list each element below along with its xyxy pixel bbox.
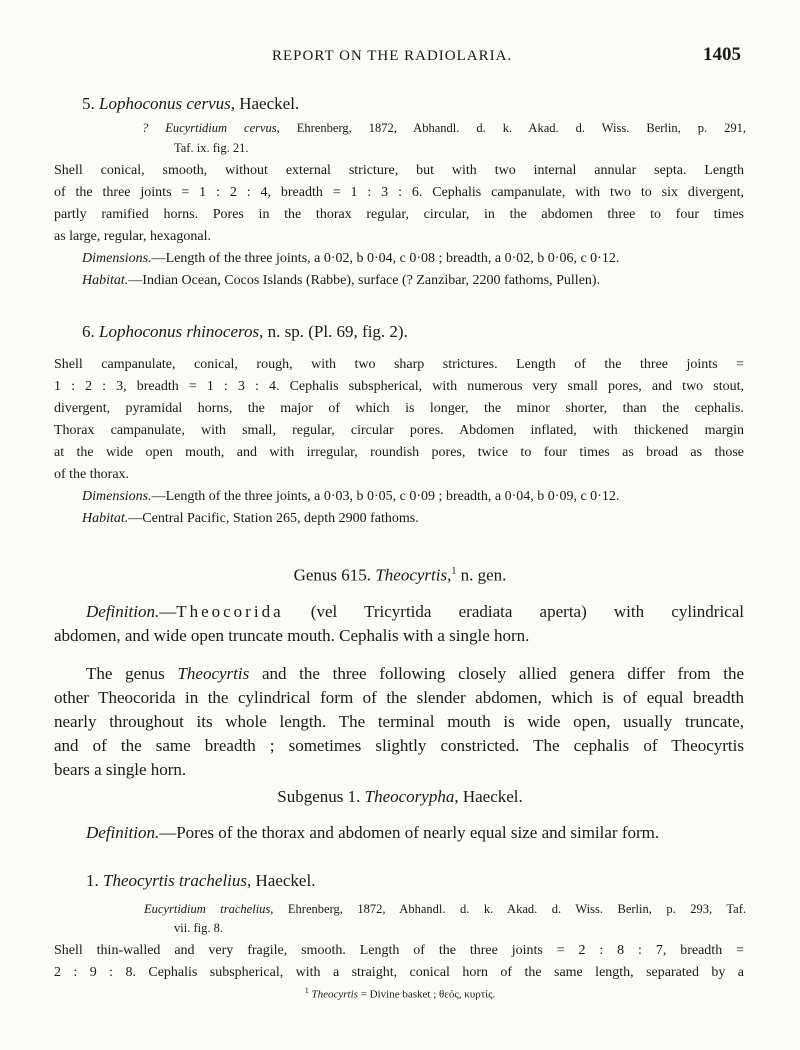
species-1-heading: 1. Theocyrtis trachelius, Haeckel. (86, 871, 316, 890)
species-6-desc-line: of the thorax. (54, 467, 130, 482)
species-6-desc-line: Shell campanulate, conical, rough, with two sharp strictures. Length of the three joints = (54, 357, 744, 372)
species-6-desc-line: divergent, pyramidal horns, the major of which is longer, the minor shorter, than the cephalis. (54, 401, 744, 416)
subgenus-heading: Subgenus 1. Theocorypha, Haeckel. (277, 787, 523, 806)
species-5-desc-line: partly ramified horns. Pores in the thorax regular, circular, in the abdomen three to four times (54, 207, 744, 222)
species-1-reference: Eucyrtidium trachelius, Ehrenberg, 1872, Abhandl. d. k. Akad. d. Wiss. Berlin, p. 293, Taf. (144, 902, 746, 916)
species-5-desc-line: of the three joints = 1 : 2 : 4, breadth = 1 : 3 : 6. Cephalis campanulate, with two to six divergent, (54, 185, 744, 200)
species-5-dimensions: Dimensions.—Length of the three joints, a 0·02, b 0·04, c 0·08 ; breadth, a 0·02, b 0·06, c 0·12. (82, 251, 620, 266)
genus-paragraph-line: bears a single horn. (54, 760, 187, 779)
genus-paragraph-line: and of the same breadth ; sometimes slightly constricted. The cephalis of Theocyrtis (54, 736, 744, 755)
genus-definition-line: Definition.—Theocorida (vel Tricyrtida eradiata aperta) with cylindrical (86, 602, 744, 621)
species-5-habitat: Habitat.—Indian Ocean, Cocos Islands (Rabbe), surface (? Zanzibar, 2200 fathoms, Pullen). (82, 273, 601, 288)
species-1-desc-line: Shell thin-walled and very fragile, smooth. Length of the three joints = 2 : 8 : 7, breadth = (54, 943, 744, 958)
genus-definition-line: abdomen, and wide open truncate mouth. Cephalis with a single horn. (54, 626, 530, 645)
genus-paragraph-line: other Theocorida in the cylindrical form of the slender abdomen, which is of equal breadth (54, 688, 744, 707)
species-6-heading: 6. Lophoconus rhinoceros, n. sp. (Pl. 69, fig. 2). (82, 322, 408, 341)
species-5-reference-cont: Taf. ix. fig. 21. (174, 141, 249, 155)
genus-paragraph-line: nearly throughout its whole length. The terminal mouth is wide open, usually truncate, (54, 712, 744, 731)
species-5-heading: 5. Lophoconus cervus, Haeckel. (82, 94, 300, 113)
species-name: Lophoconus cervus (99, 94, 231, 113)
genus-heading: Genus 615. Theocyrtis,$^1$ n. gen. (293, 565, 507, 585)
page-header (0, 44, 800, 72)
species-6-habitat: Habitat.—Central Pacific, Station 265, depth 2900 fathoms. (82, 511, 419, 526)
subgenus-definition: Definition.—Pores of the thorax and abdomen of nearly equal size and similar form. (86, 823, 660, 842)
species-1-reference-cont: vii. fig. 8. (174, 921, 223, 935)
species-name: Theocyrtis trachelius (103, 871, 248, 890)
species-6-desc-line: Thorax campanulate, with small, regular, circular pores. Abdomen inflated, with thickened margin (54, 423, 744, 438)
genus-paragraph-line: The genus Theocyrtis and the three following closely allied genera differ from the (86, 664, 744, 683)
footnote: $^1$ Theocyrtis = Divine basket ; θεός, κυρτίς. (304, 986, 496, 1001)
species-5-desc-line: Shell conical, smooth, without external stricture, but with two internal annular septa. Length (54, 163, 744, 178)
page-number: 1405 (703, 44, 741, 65)
species-name: Lophoconus rhinoceros (99, 322, 260, 341)
species-6-desc-line: 1 : 2 : 3, breadth = 1 : 3 : 4. Cephalis subspherical, with numerous very small pores, and two stout, (54, 379, 744, 394)
species-5-desc-line: as large, regular, hexagonal. (54, 229, 212, 244)
species-6-desc-line: at the wide open mouth, and with irregular, roundish pores, twice to four times as broad as those (54, 445, 744, 460)
species-5-reference: ? Eucyrtidium cervus, Ehrenberg, 1872, Abhandl. d. k. Akad. d. Wiss. Berlin, p. 291, (142, 121, 747, 135)
species-6-dimensions: Dimensions.—Length of the three joints, a 0·03, b 0·05, c 0·09 ; breadth, a 0·04, b 0·09, c 0·12. (82, 489, 620, 504)
running-head: REPORT ON THE RADIOLARIA. (272, 48, 513, 64)
species-1-desc-line: 2 : 9 : 8. Cephalis subspherical, with a straight, conical horn of the same length, separated by a (54, 965, 744, 980)
